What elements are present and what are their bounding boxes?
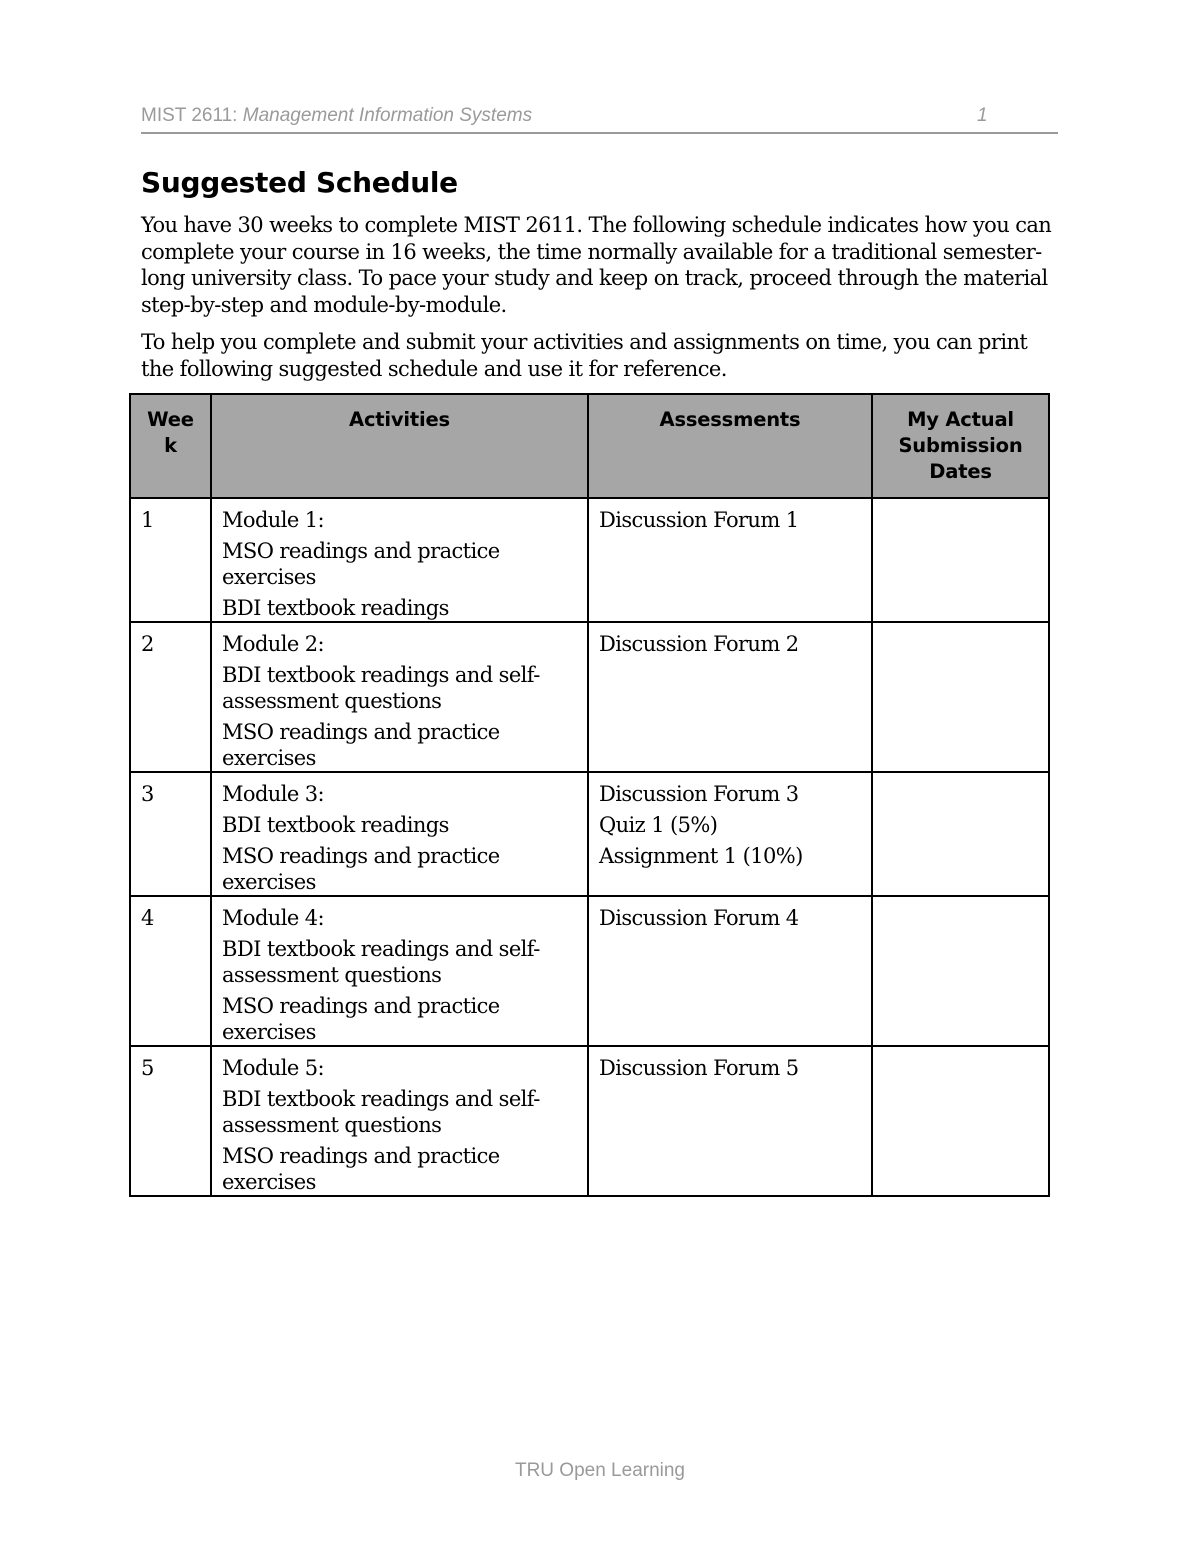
table-row [130, 772, 1049, 896]
assessment-item: Discussion Forum 4 [599, 906, 799, 930]
course-name: Management Information Systems [242, 105, 533, 126]
activity-item: Module 3: [222, 782, 324, 806]
table-row [130, 622, 1049, 772]
activity-item: BDI textbook readings [222, 813, 449, 837]
assessment-item: Discussion Forum 1 [599, 508, 799, 532]
course-title [141, 105, 532, 127]
activity-item: MSO readings and practice exercises [222, 994, 500, 1044]
assessment-item: Assignment 1 (10%) [599, 844, 803, 868]
activity-item: BDI textbook readings [222, 596, 449, 620]
activity-item: Module 1: [222, 508, 324, 532]
activities-cell [211, 498, 588, 622]
assessments-cell [588, 896, 872, 1046]
page-header [141, 105, 1058, 134]
submission-date-cell[interactable] [872, 1046, 1049, 1196]
header-activities: Activities [211, 394, 588, 498]
activity-item: MSO readings and practice exercises [222, 539, 500, 589]
activity-item: Module 5: [222, 1056, 324, 1080]
submission-date-cell[interactable] [872, 622, 1049, 772]
instructions-paragraph: To help you complete and submit your activities and assignments on time, you can print the following suggested schedule and use it for reference. [141, 330, 1028, 381]
activity-item: BDI textbook readings and self-assessment questions [222, 937, 540, 987]
activity-item: Module 2: [222, 632, 324, 656]
page-title: Suggested Schedule [141, 166, 458, 199]
week-cell: 5 [130, 1046, 211, 1196]
assessments-cell [588, 498, 872, 622]
assessment-item: Quiz 1 (5%) [599, 813, 718, 837]
submission-date-cell[interactable] [872, 772, 1049, 896]
table-header-row [130, 394, 1049, 498]
week-cell: 2 [130, 622, 211, 772]
activity-item: BDI textbook readings and self-assessment questions [222, 1087, 540, 1137]
week-cell: 4 [130, 896, 211, 1046]
page-footer: TRU Open Learning [514, 1460, 686, 1481]
schedule-table [129, 393, 1050, 1197]
header-submission [872, 394, 1049, 498]
activities-cell [211, 1046, 588, 1196]
header-assessments: Assessments [588, 394, 872, 498]
activity-item: MSO readings and practice exercises [222, 844, 500, 894]
header-submission-label: My Actual Submission Dates [898, 408, 1023, 483]
header-week [130, 394, 211, 498]
table-row [130, 498, 1049, 622]
page-number: 1 [977, 105, 988, 126]
table-row [130, 896, 1049, 1046]
intro-paragraph: You have 30 weeks to complete MIST 2611. The following schedule indicates how you can complete your course in 16 weeks, the time normally available for a traditional semester-long university class. To pace your study and keep on track, proceed through the material step-by-step and module-by-module. [141, 213, 1052, 317]
assessments-cell [588, 622, 872, 772]
activity-item: MSO readings and practice exercises [222, 1144, 500, 1194]
course-code: MIST 2611: [141, 105, 238, 126]
activities-cell [211, 896, 588, 1046]
activity-item: BDI textbook readings and self-assessment questions [222, 663, 540, 713]
assessment-item: Discussion Forum 3 [599, 782, 799, 806]
assessment-item: Discussion Forum 5 [599, 1056, 799, 1080]
header-week-label: Wee k [147, 408, 194, 457]
activities-cell [211, 772, 588, 896]
table-row [130, 1046, 1049, 1196]
activities-cell [211, 622, 588, 772]
assessment-item: Discussion Forum 2 [599, 632, 799, 656]
week-cell: 3 [130, 772, 211, 896]
schedule-body [130, 498, 1049, 1196]
assessments-cell [588, 1046, 872, 1196]
assessments-cell [588, 772, 872, 896]
submission-date-cell[interactable] [872, 498, 1049, 622]
week-cell: 1 [130, 498, 211, 622]
activity-item: Module 4: [222, 906, 324, 930]
activity-item: MSO readings and practice exercises [222, 720, 500, 770]
submission-date-cell[interactable] [872, 896, 1049, 1046]
